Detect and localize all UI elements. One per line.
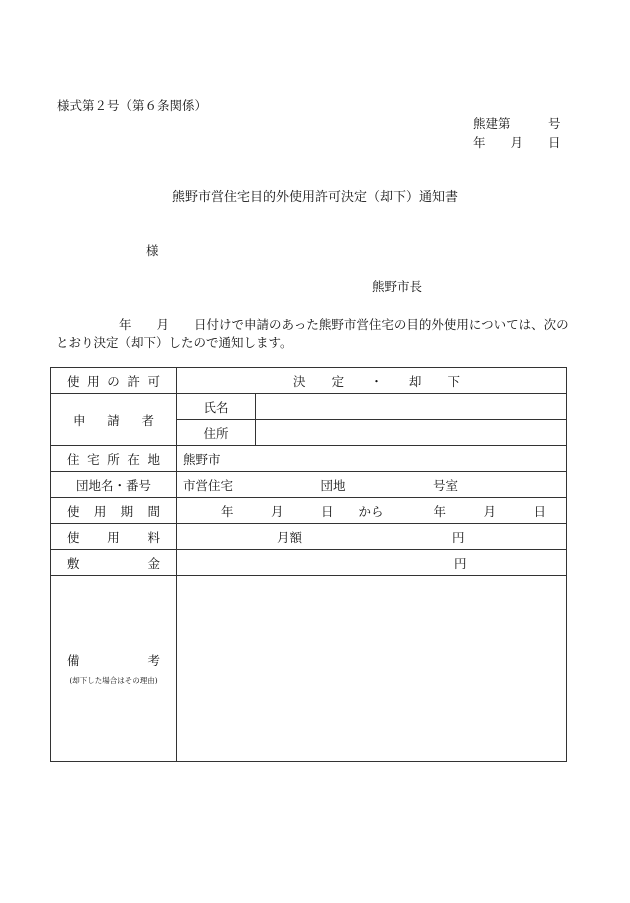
remarks-label <box>51 651 176 669</box>
label-char: 用 <box>93 503 107 519</box>
form-number: 様式第２号（第６条関係） <box>57 98 208 113</box>
label-char: 使 <box>67 373 80 389</box>
applicant-label <box>51 411 176 429</box>
table-row <box>51 576 567 762</box>
remarks-label-cell <box>51 576 177 762</box>
permit-form-table <box>50 367 567 762</box>
label-char: 所 <box>107 451 120 467</box>
label-char: 用 <box>87 373 100 389</box>
permit-label-cell <box>51 368 177 394</box>
name-label: 氏名 <box>177 394 256 420</box>
complex-label: 団地名・番号 <box>51 472 177 498</box>
label-char: 宅 <box>87 451 100 467</box>
addressee-suffix: 様 <box>146 243 159 258</box>
table-row <box>51 550 567 576</box>
remarks-note: (却下した場合はその理由) <box>69 676 158 685</box>
table-row <box>51 394 567 420</box>
body-line-1: 年 月 日付けで申請のあった熊野市営住宅の目的外使用については、次の <box>119 317 569 332</box>
label-char: の <box>107 373 120 389</box>
table-row <box>51 498 567 524</box>
issuer-name: 熊野市長 <box>372 279 423 294</box>
table-row <box>51 368 567 394</box>
permit-value-cell <box>177 368 567 394</box>
label-char: 申 <box>73 412 86 428</box>
fee-label <box>51 528 176 546</box>
issue-date: 年 月 日 <box>473 135 561 150</box>
label-char: 間 <box>147 503 160 519</box>
period-label-cell <box>51 498 177 524</box>
label-char: 却 <box>408 373 422 389</box>
label-char: 備 <box>67 653 80 668</box>
complex-value[interactable]: 市営住宅 団地 号室 <box>177 472 567 498</box>
permit-label <box>51 372 176 390</box>
label-char: 可 <box>147 373 160 389</box>
label-char: 使 <box>67 529 80 545</box>
applicant-label-cell <box>51 394 177 446</box>
period-value[interactable]: 年 月 日 から 年 月 日 <box>177 498 567 524</box>
label-char: 在 <box>127 451 140 467</box>
location-label <box>51 450 176 468</box>
deposit-value[interactable]: 円 <box>177 550 567 576</box>
table-row <box>51 446 567 472</box>
permit-value <box>177 372 566 390</box>
label-char: 者 <box>141 412 154 428</box>
label-char: 決 <box>293 373 306 389</box>
label-char: 使 <box>67 503 80 519</box>
address-label: 住所 <box>177 420 256 446</box>
label-char: ・ <box>370 373 383 389</box>
document-title: 熊野市営住宅目的外使用許可決定（却下）通知書 <box>171 190 458 205</box>
body-line-2: とおり決定（却下）したので通知します。 <box>56 335 293 350</box>
name-field[interactable] <box>256 394 567 420</box>
deposit-label-cell <box>51 550 177 576</box>
label-char: 敷 <box>67 555 80 571</box>
reference-number: 熊建第 号 <box>473 116 561 131</box>
label-char: 地 <box>147 451 160 467</box>
deposit-label <box>51 554 176 572</box>
label-char: 定 <box>331 373 345 389</box>
label-char: 許 <box>127 373 140 389</box>
table-row <box>51 524 567 550</box>
label-char: 考 <box>147 653 160 668</box>
location-value[interactable]: 熊野市 <box>177 446 567 472</box>
label-char: 金 <box>147 555 160 571</box>
label-char: 請 <box>107 412 120 428</box>
address-field[interactable] <box>256 420 567 446</box>
label-char: 下 <box>447 373 460 389</box>
remarks-field[interactable] <box>177 576 567 762</box>
table-row <box>51 472 567 498</box>
label-char: 住 <box>67 451 80 467</box>
label-char: 料 <box>147 529 160 545</box>
label-char: 用 <box>107 529 120 545</box>
fee-label-cell <box>51 524 177 550</box>
fee-value[interactable]: 月額 円 <box>177 524 567 550</box>
label-char: 期 <box>120 503 134 519</box>
location-label-cell <box>51 446 177 472</box>
period-label <box>51 502 176 520</box>
